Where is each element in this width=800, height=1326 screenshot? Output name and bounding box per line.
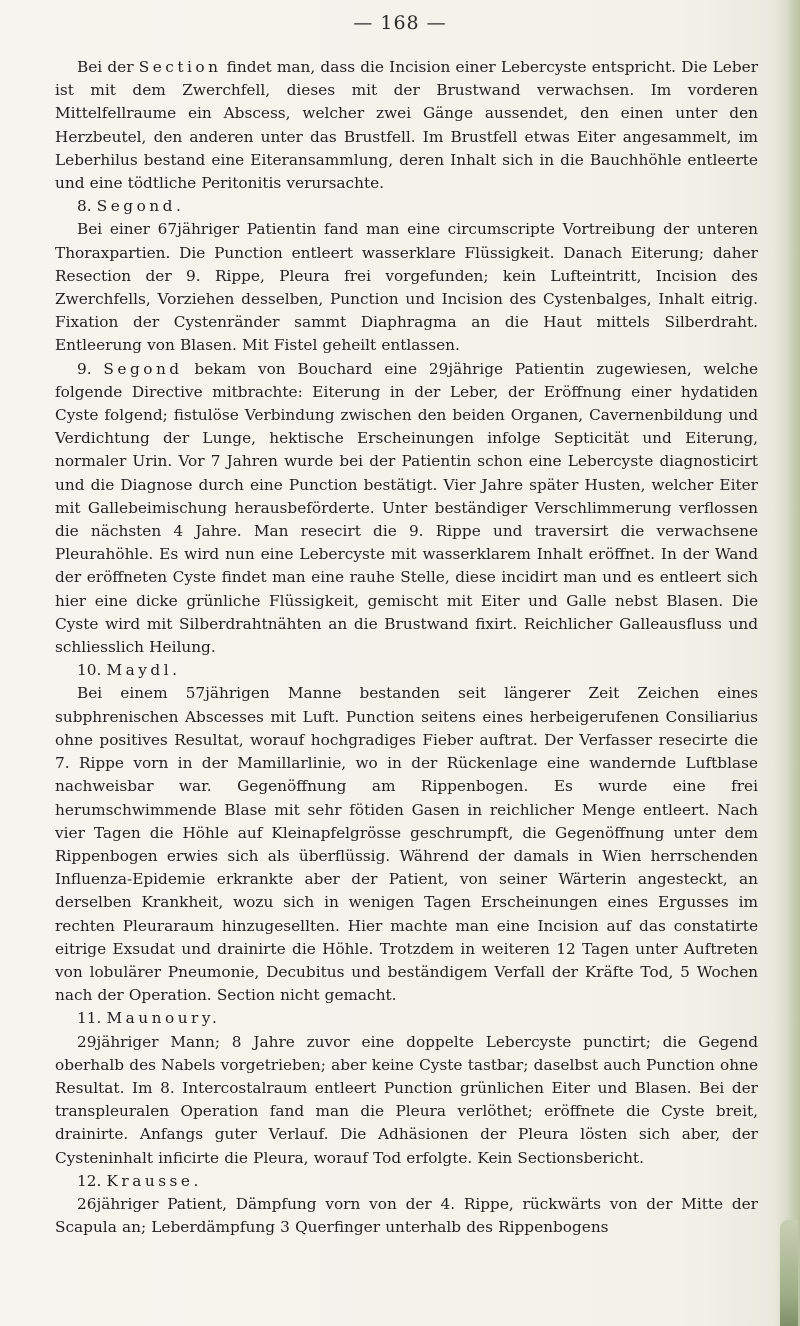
page-number: — 168 —: [353, 12, 447, 34]
paragraph-case-9: 9. Segond bekam von Bouchard eine 29jährige Patientin zugewiesen, welche folgende Directive mitbrachte: Eiterung in der Leber, der Eröffnung einer hydatiden Cyste folgend; fistulöse Verbindung zwischen den beiden Organen, Cavernenbildung und Verdichtung der Lunge, hektische Erscheinungen infolge Septicität und Eiterung, normaler Urin. Vor 7 Jahren wurde bei der Patientin schon eine Lebercyste diagnosticirt und die Diagnose durch eine Punction bestätigt. Vier Jahre später Husten, welcher Eiter mit Gallebeimischung herausbeförderte. Unter beständiger Verschlimmerung verflossen die nächsten 4 Jahre. Man resecirt die 9. Rippe und traversirt die verwachsene Pleurahöhle. Es wird nun eine Lebercyste mit wasserklarem Inhalt eröffnet. In der Wand der eröffneten Cyste findet man eine rauhe Stelle, diese incidirt man und es entleert sich hier eine dicke grünliche Flüssigkeit, gemischt mit Eiter und Galle nebst Blasen. Die Cyste wird mit Silberdrahtnähten an die Brustwand fixirt. Reichlicher Galleausfluss und schliesslich Heilung.: [55, 359, 758, 657]
page-edge-shadow: [774, 0, 800, 1326]
case-heading-12: 12. Krausse.: [77, 1171, 202, 1190]
case-heading-8: 8. Segond.: [77, 197, 185, 216]
paragraph-section-findings: Bei der Section findet man, dass die Incision einer Lebercyste entspricht. Die Leber ist mit dem Zwerchfell, dieses mit der Brustwand verwachsen. Im vorderen Mittelfellraume ein Abscess, welcher zwei Gänge aussendet, den einen unter den Herzbeutel, den anderen unter das Brustfell. Im Brustfell etwas Eiter angesammelt, im Leberhilus bestand eine Eiteransammlung, deren Inhalt sich in die Bauchhöhle entleerte und eine tödtliche Peritonitis verursachte.: [55, 58, 759, 193]
paragraph-case-12: 26jähriger Patient, Dämpfung vorn von der 4. Rippe, rückwärts von der Mitte der Scapula an; Leberdämpfung 3 Querfinger unterhalb des Rippenbogens: [55, 1194, 758, 1237]
author-name: Krausse.: [106, 1171, 202, 1190]
page-body: [55, 56, 758, 1239]
paragraph-case-11: 29jähriger Mann; 8 Jahre zuvor eine doppelte Lebercyste punctirt; die Gegend oberhalb des Nabels vorgetrieben; aber keine Cyste tastbar; daselbst auch Punction ohne Resultat. Im 8. Intercostalraum entleert Punction grünlichen Eiter und Blasen. Bei der transpleuralen Operation fand man die Pleura verlöthet; eröffnete die Cyste breit, drainirte. Anfangs guter Verlauf. Die Adhäsionen der Pleura lösten sich aber, der Cysteninhalt inficirte die Pleura, worauf Tod erfolgte. Kein Sectionsbericht.: [55, 1032, 758, 1167]
case-heading-10: 10. Maydl.: [77, 661, 181, 680]
author-name: Segond: [103, 359, 183, 378]
author-name: Maunoury.: [106, 1009, 221, 1028]
author-name: Maydl.: [106, 661, 181, 680]
author-name: Segond.: [96, 197, 185, 216]
spaced-term: Section: [138, 58, 222, 76]
case-heading-11: 11. Maunoury.: [77, 1009, 221, 1028]
page-edge-stain: [780, 1220, 798, 1326]
paragraph-case-8: Bei einer 67jähriger Patientin fand man eine circumscripte Vortreibung der unteren Thoraxpartien. Die Punction entleert wasserklare Flüssigkeit. Danach Eiterung; daher Resection der 9. Rippe, Pleura frei vorgefunden; kein Lufteintritt, Incision des Zwerchfells, Vorziehen desselben, Punction und Incision des Cystenbalges, Inhalt eitrig. Fixation der Cystenränder sammt Diaphragma an die Haut mittels Silberdraht. Entleerung von Blasen. Mit Fistel geheilt entlassen.: [55, 220, 758, 355]
paragraph-case-10: Bei einem 57jährigen Manne bestanden seit längerer Zeit Zeichen eines subphrenischen Abscesses mit Luft. Punction seitens eines herbeigerufenen Consiliarius ohne positives Resultat, worauf hochgradiges Fieber auftrat. Der Verfasser resecirte die 7. Rippe vorn in der Mamillarlinie, wo in der Rückenlage eine wandernde Luftblase nachweisbar war. Gegenöffnung am Rippenbogen. Es wurde eine frei herumschwimmende Blase mit sehr fötiden Gasen in reichlicher Menge entleert. Nach vier Tagen die Höhle auf Kleinapfelgrösse geschrumpft, die Gegenöffnung unter dem Rippenbogen erwies sich als überflüssig. Während der damals in Wien herrschenden Influenza-Epidemie erkrankte aber der Patient, von seiner Wärterin angesteckt, an derselben Krankheit, wozu sich in wenigen Tagen Erscheinungen eines Ergusses im rechten Pleuraraum hinzugesellten. Hier machte man eine Incision auf das constatirte eitrige Exsudat und drainirte die Höhle. Trotzdem in weiteren 12 Tagen unter Auftreten von lobulärer Pneumonie, Decubitus und beständigem Verfall der Kräfte Tod, 5 Wochen nach der Operation. Section nicht gemacht.: [55, 684, 758, 1005]
